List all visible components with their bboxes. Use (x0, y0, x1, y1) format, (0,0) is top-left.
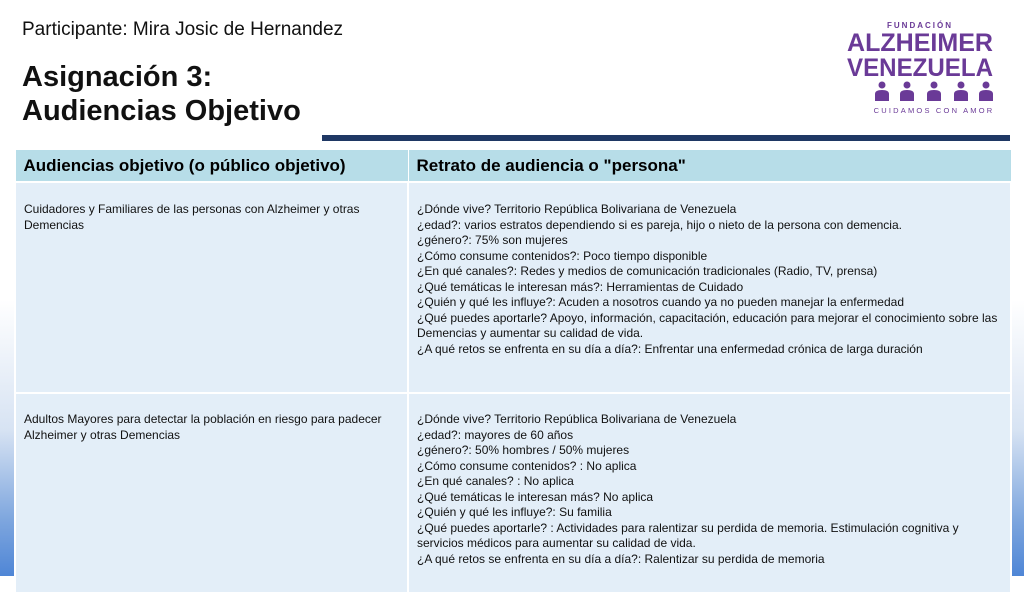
page-title (22, 60, 301, 128)
persona-line: ¿edad?: varios estratos dependiendo si es pareja, hijo o nieto de la persona con demencia. (417, 217, 902, 232)
persona-line: ¿edad?: mayores de 60 años (417, 427, 574, 442)
title-line-1: Asignación 3: (22, 61, 213, 93)
persona-cell (408, 393, 1011, 593)
persona-line: ¿Cómo consume contenidos? : No aplica (417, 458, 637, 473)
audience-cell: Cuidadores y Familiares de las personas con Alzheimer y otras Demencias (15, 182, 408, 393)
audience-cell: Adultos Mayores para detectar la población en riesgo para padecer Alzheimer y otras Demencias (15, 393, 408, 593)
persona-line: ¿Qué puedes aportarle? Apoyo, información, capacitación, educación para mejorar el conocimiento sobre las Demencias y aumentar su calidad de vida. (417, 310, 998, 340)
header-persona: Retrato de audiencia o "persona" (408, 150, 1011, 183)
title-divider (322, 135, 1010, 141)
table-header-row (15, 150, 1011, 183)
persona-line: ¿A qué retos se enfrenta en su día a día?: Enfrentar una enfermedad crónica de larga duración (417, 341, 923, 356)
persona-line: ¿En qué canales? : No aplica (417, 474, 574, 488)
persona-line: ¿Cómo consume contenidos?: Poco tiempo disponible (417, 248, 708, 263)
fundacion-alzheimer-logo (840, 18, 1000, 118)
title-line-2: Audiencias Objetivo (22, 95, 301, 127)
logo-tagline: CUIDAMOS CON AMOR (873, 106, 995, 115)
participant-name: Participante: Mira Josic de Hernandez (22, 19, 344, 40)
logo-line-1: ALZHEIMER (847, 29, 993, 57)
persona-line: ¿Dónde vive? Territorio República Bolivariana de Venezuela (417, 412, 737, 426)
persona-line: ¿Dónde vive? Territorio República Bolivariana de Venezuela (417, 202, 737, 216)
persona-line: ¿Quién y qué les influye?: Acuden a nosotros cuando ya no pueden manejar la enfermedad (417, 295, 904, 309)
persona-line: ¿A qué retos se enfrenta en su día a día?: Ralentizar su perdida de memoria (417, 551, 825, 566)
header-audiences: Audiencias objetivo (o público objetivo) (15, 150, 408, 183)
audiences-table (14, 149, 1012, 594)
persona-line: ¿Quién y qué les influye?: Su familia (417, 505, 612, 519)
persona-line: ¿Qué puedes aportarle? : Actividades para ralentizar su perdida de memoria. Estimulación cognitiva y servicios médicos para aumentar su calidad de vida. (417, 520, 959, 550)
persona-line: ¿género?: 75% son mujeres (417, 233, 568, 247)
table-row (15, 393, 1011, 593)
persona-line: ¿Qué temáticas le interesan más? No aplica (417, 489, 654, 504)
logo-line-2: VENEZUELA (847, 54, 993, 82)
persona-line: ¿género?: 50% hombres / 50% mujeres (417, 443, 630, 457)
logo-top-text: FUNDACIÓN (887, 21, 953, 30)
persona-cell (408, 182, 1011, 393)
persona-line: ¿Qué temáticas le interesan más?: Herramientas de Cuidado (417, 279, 744, 294)
persona-line: ¿En qué canales?: Redes y medios de comunicación tradicionales (Radio, TV, prensa) (417, 264, 878, 278)
table-row (15, 182, 1011, 393)
people-icon (875, 82, 993, 102)
